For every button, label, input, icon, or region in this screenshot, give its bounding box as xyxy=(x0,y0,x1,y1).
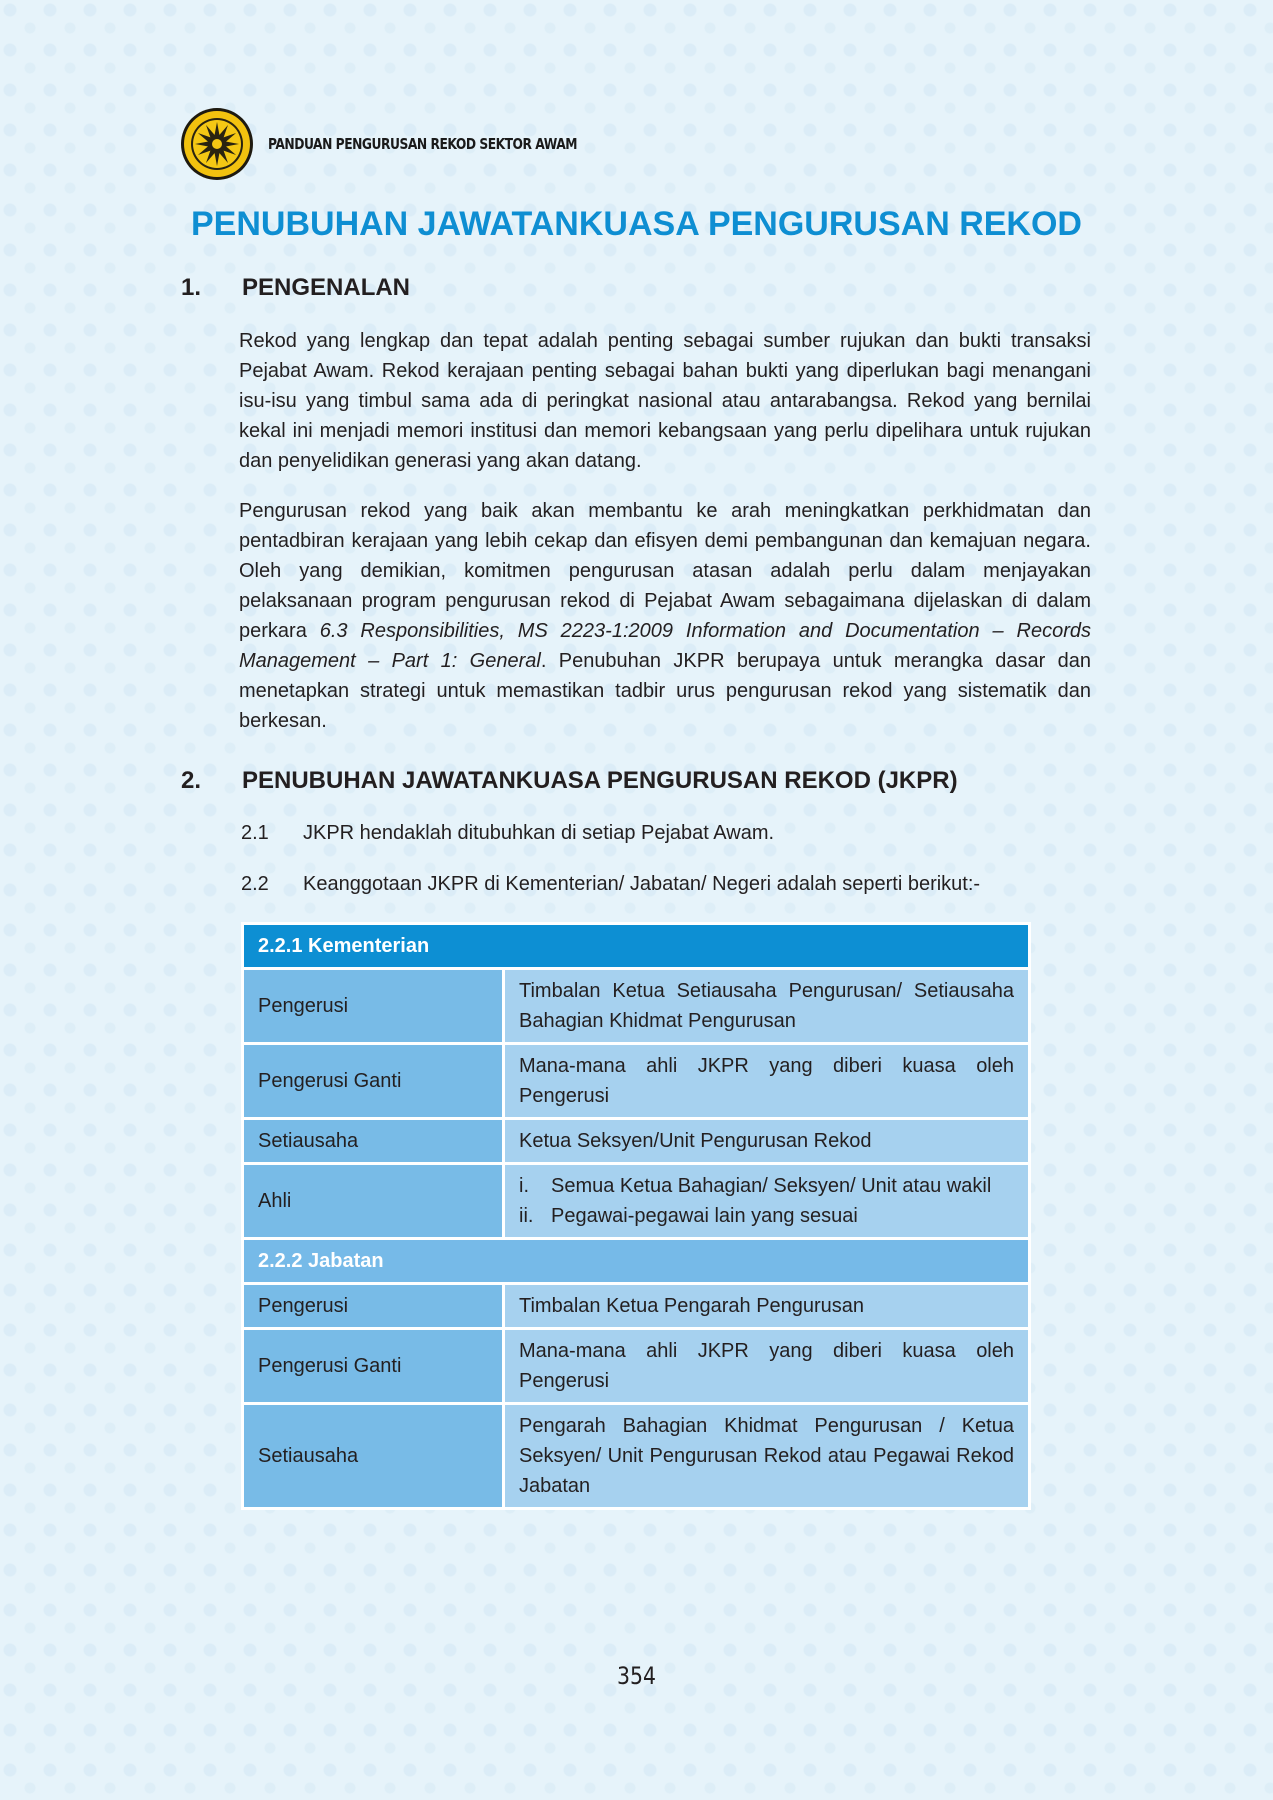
sub-item-number: 2.1 xyxy=(241,822,269,844)
description-cell: Timbalan Ketua Pengarah Pengurusan xyxy=(504,1284,1030,1329)
table-row xyxy=(243,1044,1030,1119)
header-title: PANDUAN PENGURUSAN REKOD SEKTOR AWAM xyxy=(268,135,578,153)
sub-item-2-1 xyxy=(241,822,774,845)
table-row xyxy=(243,1329,1030,1404)
paragraph-text: Pengurusan rekod yang baik akan membantu ke arah meningkatkan perkhidmatan dan pentadbiran kerajaan yang lebih cekap dan efisyen demi pembangunan dan kemajuan negara. Oleh yang demikian, komitmen pengurusan atasan adalah perlu dalam menjayakan pelaksanaan program pengurusan rekod di Pejabat Awam sebagaimana dijelaskan di dalam perkara xyxy=(239,500,1091,642)
list-item-text: Pegawai-pegawai lain yang sesuai xyxy=(551,1205,858,1227)
section-number: 2. xyxy=(181,767,202,794)
section-1-heading xyxy=(181,274,410,302)
page-header xyxy=(180,107,645,181)
role-cell: Setiausaha xyxy=(243,1119,504,1164)
section-title: PENGENALAN xyxy=(242,274,411,301)
role-cell: Pengerusi xyxy=(243,1284,504,1329)
role-cell: Ahli xyxy=(243,1164,504,1239)
role-cell: Pengerusi Ganti xyxy=(243,1044,504,1119)
sub-item-text: Keanggotaan JKPR di Kementerian/ Jabatan/ Negeri adalah seperti berikut:- xyxy=(303,873,981,895)
list-item xyxy=(519,1201,1014,1231)
paragraph-text: . Penubuhan JKPR berupaya untuk merangka dasar dan menetapkan strategi untuk memastikan tadbir urus pengurusan rekod yang sistematik dan berkesan. xyxy=(239,650,1091,732)
page-title: PENUBUHAN JAWATANKUASA PENGURUSAN REKOD xyxy=(191,205,1082,243)
intro-paragraph-1: Rekod yang lengkap dan tepat adalah penting sebagai sumber rujukan dan bukti transaksi Pejabat Awam. Rekod kerajaan penting sebagai bahan bukti yang diperlukan bagi menangani isu-isu yang timbul sama ada di peringkat nasional atau antarabangsa. Rekod yang bernilai kekal ini menjadi memori institusi dan memori kebangsaan yang perlu dipelihara untuk rujukan dan penyelidikan generasi yang akan datang. xyxy=(239,330,1091,472)
table-section-row xyxy=(243,1239,1030,1284)
jabatan-heading: 2.2.2 Jabatan xyxy=(243,1239,1030,1284)
page-number: 354 xyxy=(617,1662,656,1690)
section-2-heading xyxy=(181,767,958,795)
table-section-row xyxy=(243,924,1030,969)
description-cell: Mana-mana ahli JKPR yang diberi kuasa oleh Pengerusi xyxy=(504,1044,1030,1119)
section-number: 1. xyxy=(181,274,202,301)
list-marker: ii. xyxy=(519,1205,534,1227)
jkpr-membership-table xyxy=(241,922,1031,1510)
list-item xyxy=(519,1171,1014,1201)
description-cell: Pengarah Bahagian Khidmat Pengurusan / Ketua Seksyen/ Unit Pengurusan Rekod atau Pegawai Rekod Jabatan xyxy=(504,1404,1030,1509)
role-cell: Pengerusi xyxy=(243,969,504,1044)
list-marker: i. xyxy=(519,1175,529,1197)
sub-item-2-2 xyxy=(241,873,980,896)
government-seal-icon xyxy=(180,107,254,181)
section-title: PENUBUHAN JAWATANKUASA PENGURUSAN REKOD (JKPR) xyxy=(242,767,958,794)
sub-item-number: 2.2 xyxy=(241,873,269,895)
list-item-text: Semua Ketua Bahagian/ Seksyen/ Unit atau wakil xyxy=(551,1175,992,1197)
table-row xyxy=(243,1404,1030,1509)
description-cell: Mana-mana ahli JKPR yang diberi kuasa oleh Pengerusi xyxy=(504,1329,1030,1404)
description-cell: Timbalan Ketua Setiausaha Pengurusan/ Setiausaha Bahagian Khidmat Pengurusan xyxy=(504,969,1030,1044)
table-row xyxy=(243,1164,1030,1239)
standard-reference: 6.3 Responsibilities, MS 2223-1:2009 Information and Documentation – Records Management – Part 1: General xyxy=(239,620,1091,672)
role-cell: Setiausaha xyxy=(243,1404,504,1509)
intro-paragraph-2 xyxy=(239,496,1091,736)
description-cell: Ketua Seksyen/Unit Pengurusan Rekod xyxy=(504,1119,1030,1164)
description-cell xyxy=(504,1164,1030,1239)
role-cell: Pengerusi Ganti xyxy=(243,1329,504,1404)
table-row xyxy=(243,1119,1030,1164)
table-row xyxy=(243,1284,1030,1329)
member-list xyxy=(519,1171,1014,1231)
table-row xyxy=(243,969,1030,1044)
kementerian-heading: 2.2.1 Kementerian xyxy=(243,924,1030,969)
sub-item-text: JKPR hendaklah ditubuhkan di setiap Pejabat Awam. xyxy=(303,822,775,844)
